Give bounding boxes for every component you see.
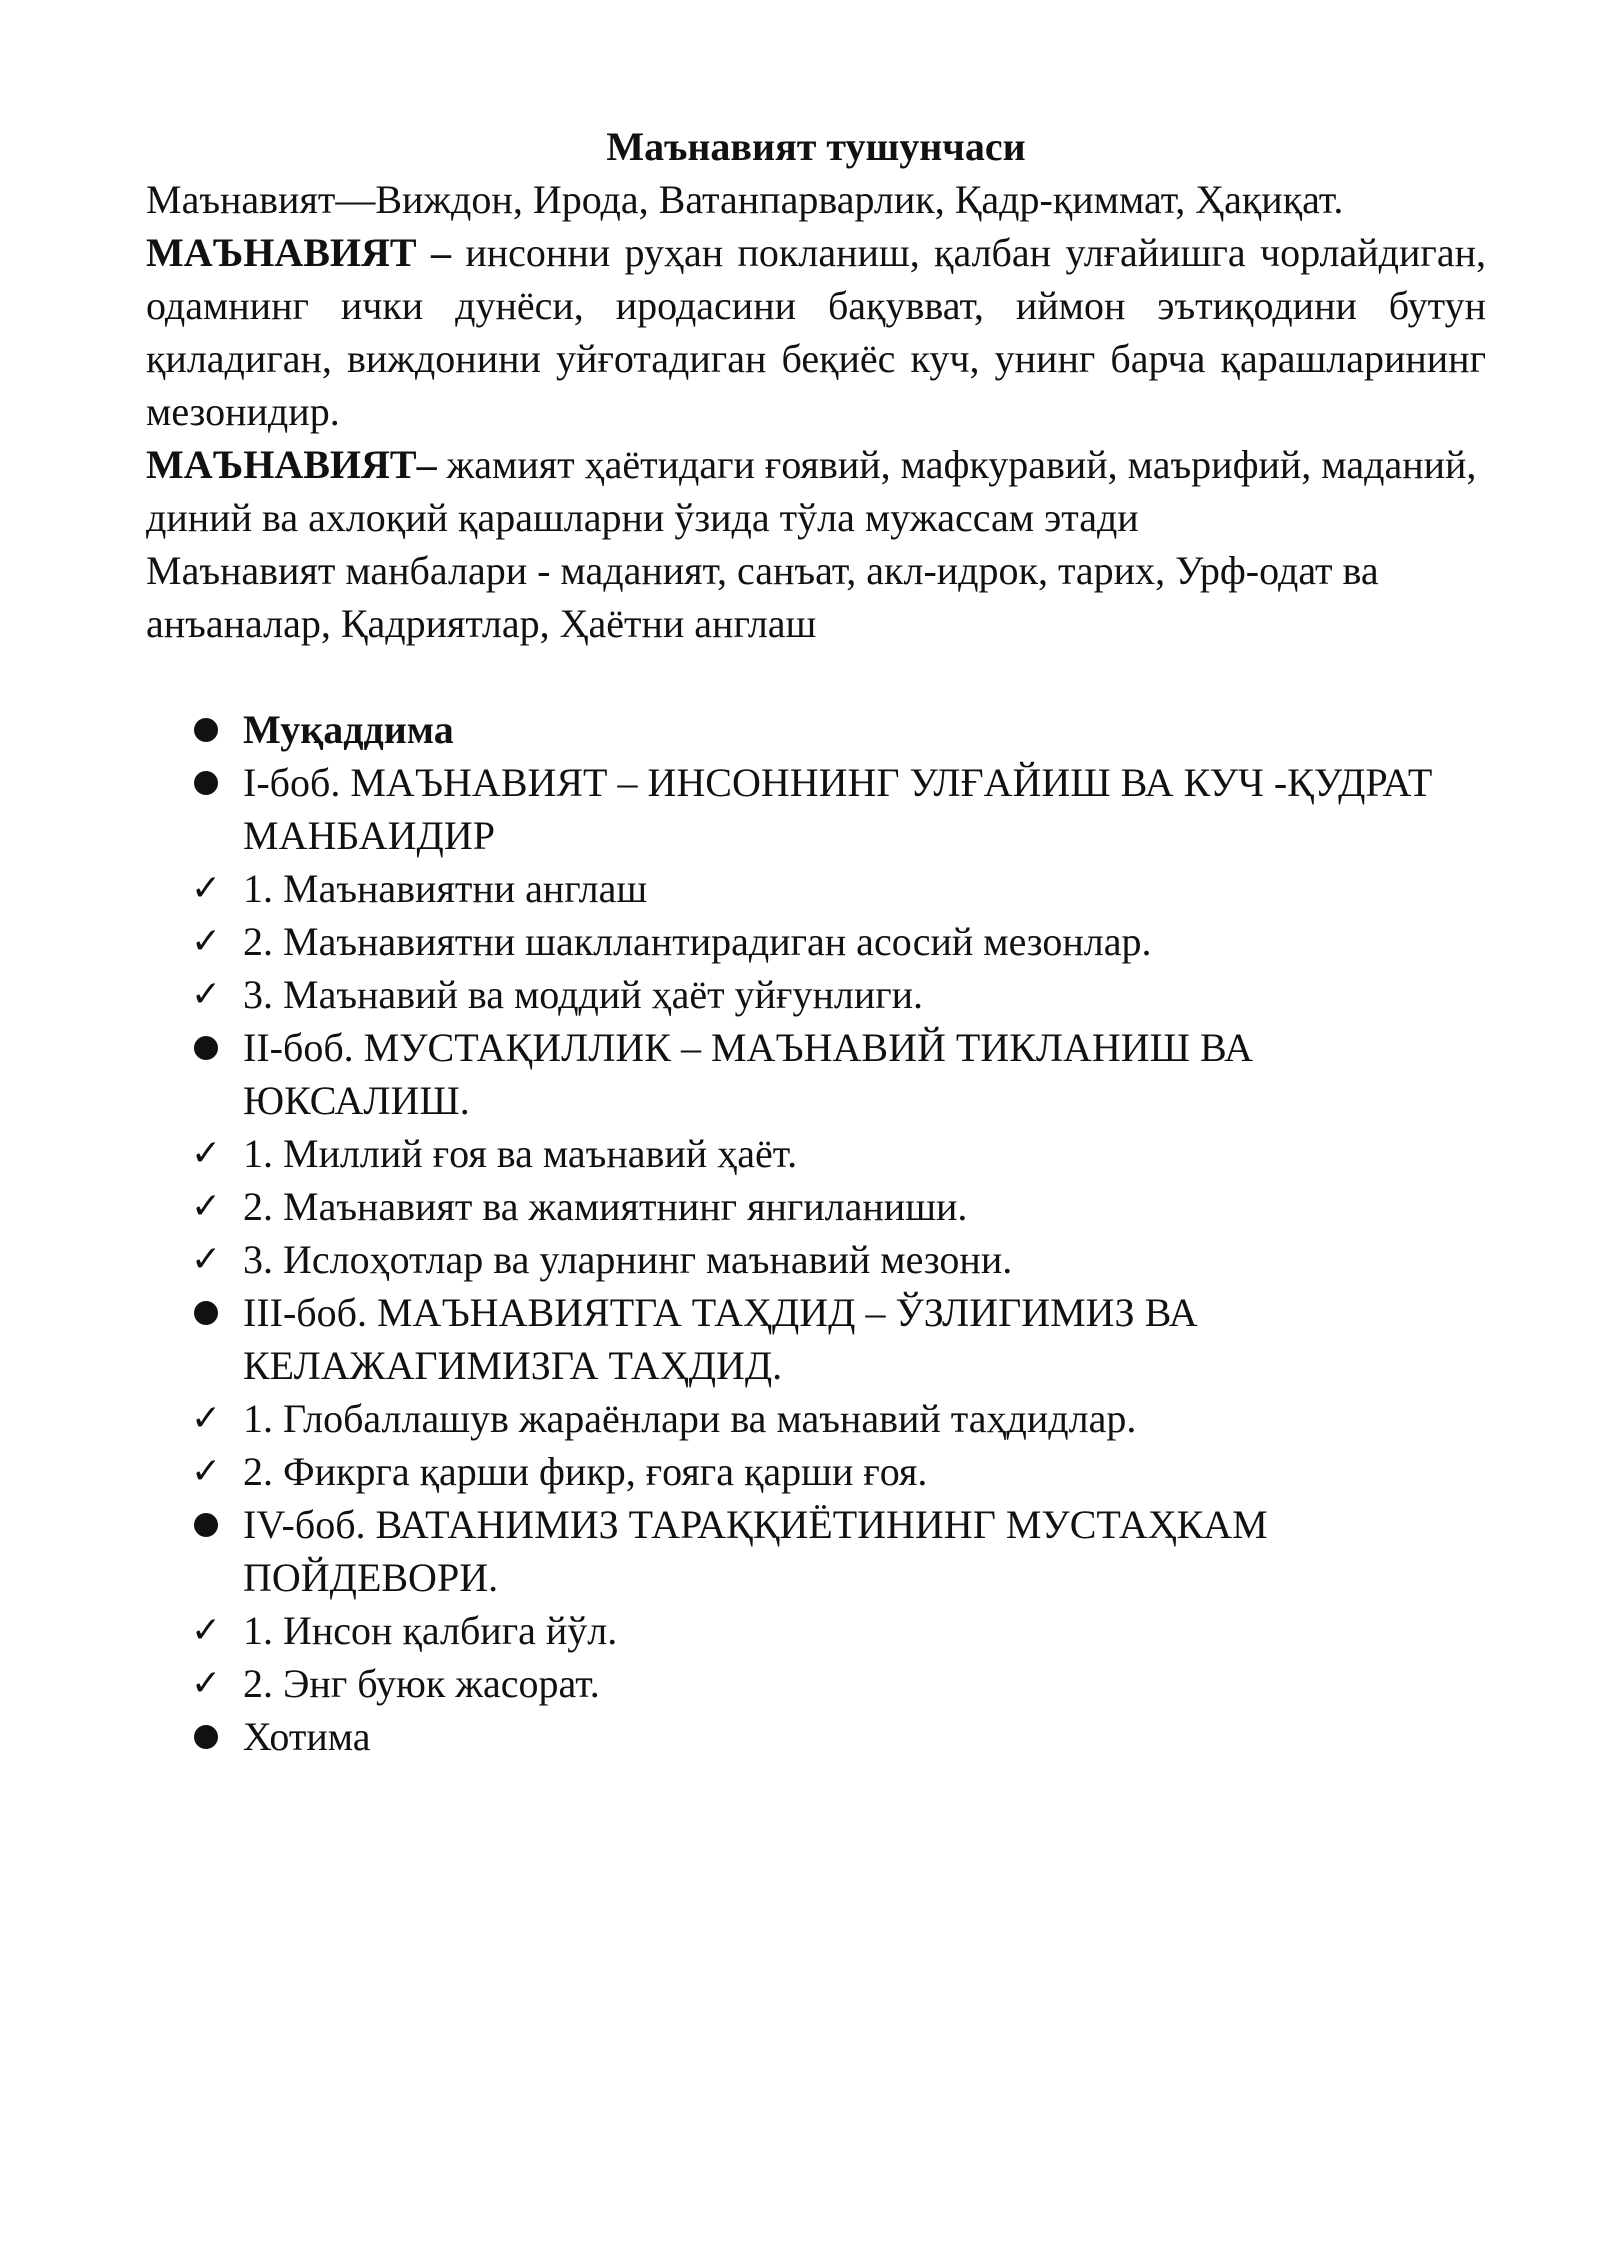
- toc-section-item: [146, 1604, 1486, 1657]
- toc-item-text: Хотима: [243, 1714, 371, 1759]
- checkmark-icon: ✓: [191, 1133, 222, 1174]
- toc-item-text: 1. Инсон қалбига йўл.: [243, 1608, 618, 1653]
- toc-section-item: [146, 1127, 1486, 1180]
- toc-chapter-item: [146, 1710, 1486, 1763]
- toc-section-item: [146, 1657, 1486, 1710]
- checkmark-icon: ✓: [191, 1186, 222, 1227]
- toc-item-text: 1. Маънавиятни англаш: [243, 866, 648, 911]
- toc-chapter-item: [146, 1021, 1486, 1127]
- bullet-icon: [191, 1710, 231, 1763]
- toc-section-item: [146, 1392, 1486, 1445]
- document-page: [146, 120, 1486, 1763]
- toc-section-item: [146, 1445, 1486, 1498]
- checkmark-icon: ✓: [191, 1663, 222, 1704]
- definition-paragraph-1: [146, 226, 1486, 438]
- toc-item-text: IV-боб. ВАТАНИМИЗ ТАРАҚҚИЁТИНИНГ МУСТАҲКАМ ПОЙДЕВОРИ.: [243, 1502, 1268, 1600]
- checkmark-icon: ✓: [191, 1610, 222, 1651]
- bullet-icon: [191, 1498, 231, 1551]
- bullet-icon: [191, 1021, 231, 1074]
- checkmark-icon: ✓: [191, 1451, 222, 1492]
- checkmark-icon: ✓: [191, 868, 222, 909]
- toc-section-item: [146, 915, 1486, 968]
- bullet-icon: [191, 1286, 231, 1339]
- toc-section-item: [146, 968, 1486, 1021]
- toc-item-text: 2. Энг буюк жасорат.: [243, 1661, 600, 1706]
- checkmark-icon: ✓: [191, 1398, 222, 1439]
- toc-item-text: 1. Миллий ғоя ва маънавий ҳаёт.: [243, 1131, 798, 1176]
- bullet-icon: [191, 703, 231, 756]
- toc-item-text: III-боб. МАЪНАВИЯТГА ТАҲДИД – ЎЗЛИГИМИЗ ВА КЕЛАЖАГИМИЗГА ТАҲДИД.: [243, 1290, 1198, 1388]
- toc-item-text: 1. Глобаллашув жараёнлари ва маънавий таҳдидлар.: [243, 1396, 1137, 1441]
- toc-chapter-item: [146, 1286, 1486, 1392]
- checkmark-icon: ✓: [191, 921, 222, 962]
- toc-item-text: 2. Фикрга қарши фикр, ғояга қарши ғоя.: [243, 1449, 928, 1494]
- toc-item-text: 2. Маънавият ва жамиятнинг янгиланиши.: [243, 1184, 968, 1229]
- bullet-icon: [191, 756, 231, 809]
- intro-line: Маънавият—Виждон, Ирода, Ватанпарварлик, Қадр-қиммат, Ҳақиқат.: [146, 177, 1344, 222]
- definition-term: МАЪНАВИЯТ –: [146, 230, 451, 275]
- definition-text: жамият ҳаётидаги ғоявий, мафкуравий, маърифий, маданий, диний ва ахлоқий қарашларни ўзида тўла мужассам этади: [146, 442, 1477, 540]
- checkmark-icon: ✓: [191, 974, 222, 1015]
- definition-text: инсонни руҳан покланиш, қалбан улғайишга чорлайдиган, одамнинг ички дунёси, иродасини бақувват, иймон эътиқодини бутун қиладиган, виждонини уйғотадиган беқиёс куч, унинг барча қарашларининг мезонидир.: [146, 230, 1486, 434]
- toc-item-text: I-боб. МАЪНАВИЯТ – ИНСОННИНГ УЛҒАЙИШ ВА КУЧ -ҚУДРАТ МАНБАИДИР: [243, 760, 1433, 858]
- toc-item-text: II-боб. МУСТАҚИЛЛИК – МАЪНАВИЙ ТИКЛАНИШ ВА ЮКСАЛИШ.: [243, 1025, 1254, 1123]
- checkmark-icon: ✓: [191, 1239, 222, 1280]
- toc-chapter-item: [146, 756, 1486, 862]
- toc-chapter-item: [146, 703, 1486, 756]
- definition-paragraph-2: [146, 438, 1486, 544]
- toc-section-item: [146, 1233, 1486, 1286]
- table-of-contents: [146, 703, 1486, 1763]
- definition-term: МАЪНАВИЯТ–: [146, 442, 437, 487]
- toc-item-text: 2. Маънавиятни шакллантирадиган асосий мезонлар.: [243, 919, 1152, 964]
- toc-item-text: Муқаддима: [243, 707, 454, 752]
- toc-section-item: [146, 1180, 1486, 1233]
- toc-chapter-item: [146, 1498, 1486, 1604]
- sources-line: Маънавият манбалари - маданият, санъат, акл-идрок, тарих, Урф-одат ва анъаналар, Қадриятлар, Ҳаётни англаш: [146, 548, 1379, 646]
- document-title: Маънавият тушунчаси: [606, 124, 1026, 169]
- blank-line: [146, 650, 1486, 703]
- toc-item-text: 3. Маънавий ва моддий ҳаёт уйғунлиги.: [243, 972, 924, 1017]
- toc-item-text: 3. Ислоҳотлар ва уларнинг маънавий мезони.: [243, 1237, 1013, 1282]
- toc-section-item: [146, 862, 1486, 915]
